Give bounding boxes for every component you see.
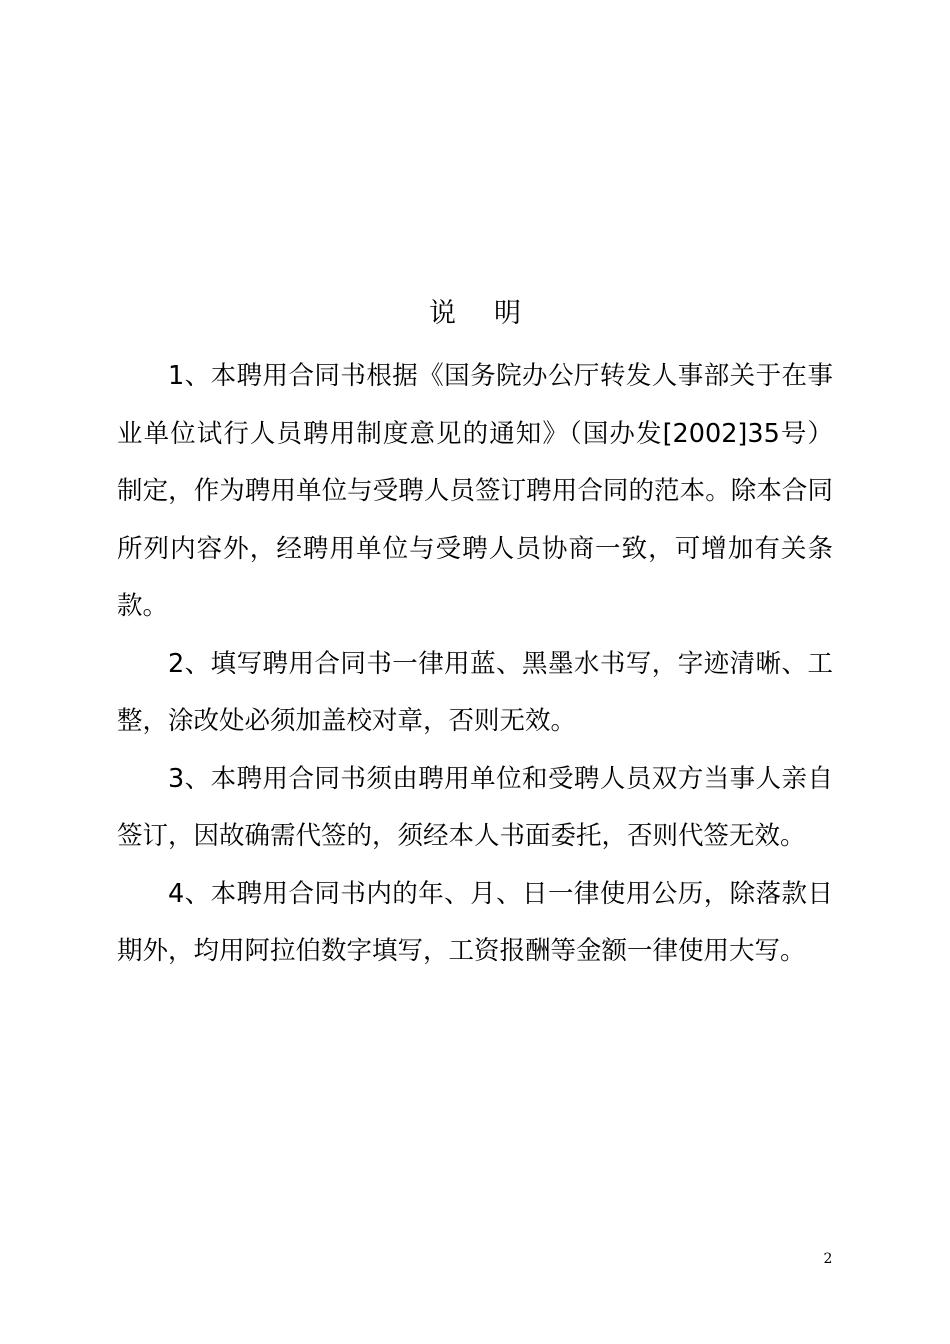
- instruction-paragraph-3: 3、本聘用合同书须由聘用单位和受聘人员双方当事人亲自签订，因故确需代签的，须经本人书面委托，否则代签无效。: [117, 763, 833, 851]
- instruction-paragraph-4: 4、本聘用合同书内的年、月、日一律使用公历，除落款日期外，均用阿拉伯数字填写，工资报酬等金额一律使用大写。: [117, 878, 833, 966]
- instruction-paragraph-2: 2、填写聘用合同书一律用蓝、黑墨水书写，字迹清晰、工整，涂改处必须加盖校对章，否则无效。: [117, 648, 833, 736]
- instruction-paragraph-1: 1、本聘用合同书根据《国务院办公厅转发人事部关于在事业单位试行人员聘用制度意见的通知》（国办发[2002]35号）制定，作为聘用单位与受聘人员签订聘用合同的范本。除本合同所列内容外，经聘用单位与受聘人员协商一致，可增加有关条款。: [117, 361, 833, 621]
- page-title: 说明: [429, 298, 559, 329]
- instructions-body: [117, 348, 833, 981]
- page-number: 2: [823, 1251, 833, 1267]
